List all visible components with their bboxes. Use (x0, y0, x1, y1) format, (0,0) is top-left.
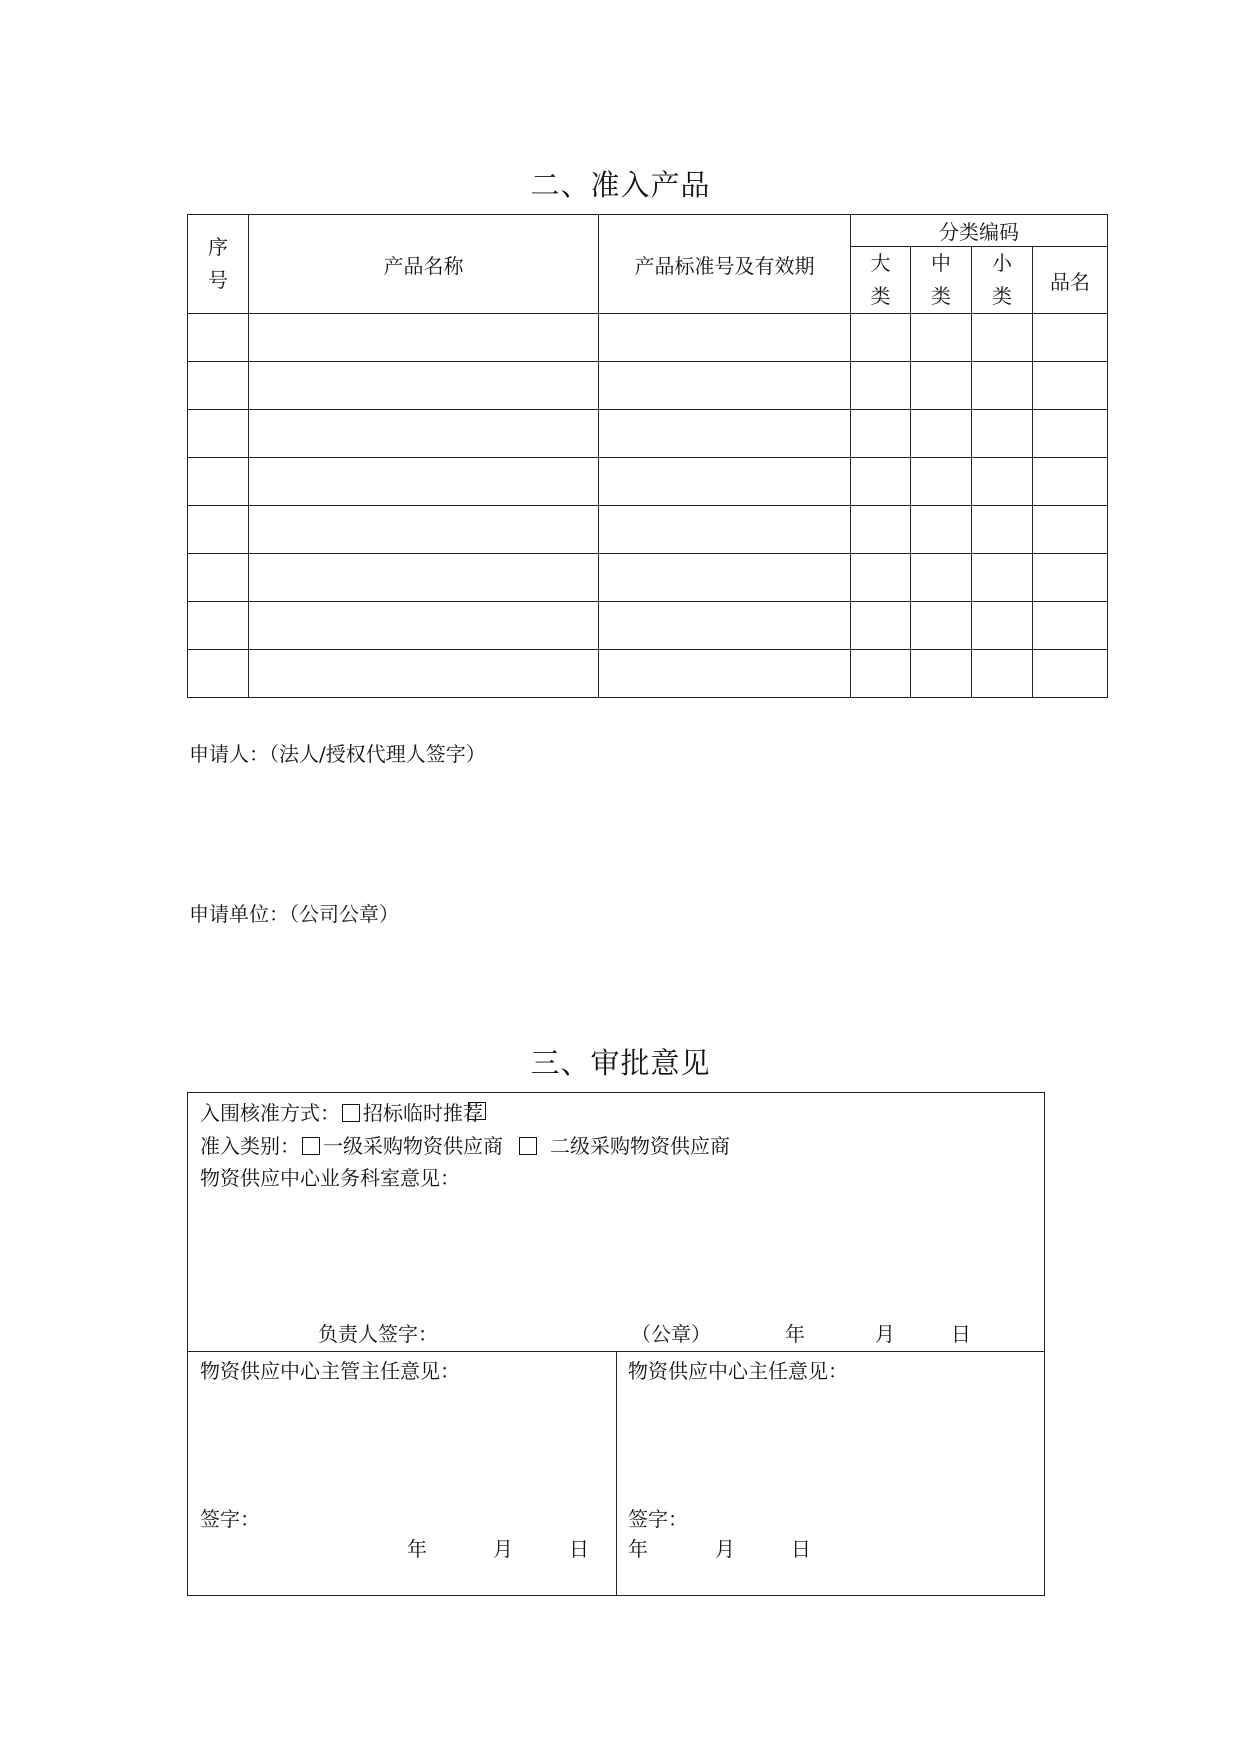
approval-box (187, 1092, 1045, 1596)
category-option-1-label: 一级采购物资供应商 (323, 1134, 503, 1158)
table-cell[interactable] (599, 506, 851, 554)
table-cell[interactable] (599, 458, 851, 506)
applicant-unit-label: 申请单位：（公司公章） (189, 902, 399, 926)
table-cell[interactable] (599, 314, 851, 362)
date-month-2: 月 (493, 1537, 513, 1561)
date-year-3: 年 (628, 1537, 648, 1561)
table-cell[interactable] (972, 554, 1033, 602)
table-row (188, 506, 1108, 554)
header-middle: 中类 (911, 247, 972, 314)
table-cell[interactable] (249, 314, 599, 362)
table-cell[interactable] (972, 362, 1033, 410)
table-cell[interactable] (851, 458, 911, 506)
table-cell[interactable] (188, 314, 249, 362)
seal-label: （公章） (631, 1322, 711, 1346)
table-row (188, 362, 1108, 410)
table-cell[interactable] (911, 362, 972, 410)
table-cell[interactable] (249, 602, 599, 650)
date-year-1: 年 (785, 1322, 805, 1346)
table-cell[interactable] (1033, 602, 1108, 650)
table-cell[interactable] (911, 554, 972, 602)
table-cell[interactable] (911, 506, 972, 554)
table-cell[interactable] (188, 650, 249, 698)
category-label: 准入类别： (200, 1134, 300, 1158)
director-opinion-label: 物资供应中心主任意见： (628, 1359, 848, 1383)
date-day-2: 日 (569, 1537, 589, 1561)
method-option-1-label: 招标临时推荐 (363, 1101, 483, 1125)
table-cell[interactable] (911, 602, 972, 650)
table-row (188, 410, 1108, 458)
table-cell[interactable] (1033, 554, 1108, 602)
table-cell[interactable] (599, 554, 851, 602)
table-cell[interactable] (1033, 314, 1108, 362)
divider-vertical (616, 1351, 617, 1595)
table-cell[interactable] (188, 362, 249, 410)
table-cell[interactable] (249, 458, 599, 506)
applicant-label: 申请人：（法人/授权代理人签字） (189, 742, 486, 766)
table-cell[interactable] (188, 410, 249, 458)
table-cell[interactable] (188, 554, 249, 602)
header-item: 品名 (1033, 247, 1108, 314)
category-option-2-label: 二级采购物资供应商 (550, 1134, 730, 1158)
table-cell[interactable] (188, 506, 249, 554)
table-cell[interactable] (1033, 362, 1108, 410)
table-cell[interactable] (911, 314, 972, 362)
table-cell[interactable] (599, 410, 851, 458)
table-cell[interactable] (851, 314, 911, 362)
table-row (188, 554, 1108, 602)
table-cell[interactable] (851, 506, 911, 554)
table-cell[interactable] (972, 410, 1033, 458)
section-title-products: 二、准入产品 (530, 168, 711, 202)
table-cell[interactable] (851, 650, 911, 698)
table-row (188, 650, 1108, 698)
sign-label-right: 签字： (628, 1507, 688, 1531)
table-row (188, 602, 1108, 650)
table-cell[interactable] (599, 650, 851, 698)
responsible-sign-label: 负责人签字： (318, 1322, 438, 1346)
method-label: 入围核准方式： (200, 1101, 340, 1125)
table-cell[interactable] (851, 410, 911, 458)
table-cell[interactable] (1033, 650, 1108, 698)
table-cell[interactable] (911, 650, 972, 698)
table-cell[interactable] (249, 650, 599, 698)
table-cell[interactable] (188, 602, 249, 650)
deputy-director-opinion-label: 物资供应中心主管主任意见： (200, 1359, 460, 1383)
table-cell[interactable] (911, 458, 972, 506)
product-rows (188, 314, 1108, 698)
table-cell[interactable] (599, 602, 851, 650)
date-month-3: 月 (715, 1537, 735, 1561)
dept-opinion-label: 物资供应中心业务科室意见： (200, 1166, 460, 1190)
products-table (187, 214, 1108, 698)
table-cell[interactable] (1033, 458, 1108, 506)
category-row (200, 1130, 730, 1159)
table-cell[interactable] (249, 410, 599, 458)
category-checkbox-1[interactable] (302, 1137, 320, 1155)
table-cell[interactable] (851, 602, 911, 650)
table-row (188, 314, 1108, 362)
header-product-name: 产品名称 (249, 215, 599, 314)
table-cell[interactable] (188, 458, 249, 506)
header-major: 大类 (851, 247, 911, 314)
table-cell[interactable] (249, 506, 599, 554)
date-year-2: 年 (407, 1537, 427, 1561)
method-checkbox-1[interactable] (342, 1104, 360, 1122)
table-cell[interactable] (249, 362, 599, 410)
table-cell[interactable] (972, 602, 1033, 650)
table-cell[interactable] (1033, 506, 1108, 554)
section-title-approval: 三、审批意见 (530, 1046, 711, 1080)
header-classification: 分类编码 (851, 215, 1108, 247)
table-cell[interactable] (851, 362, 911, 410)
table-cell[interactable] (972, 314, 1033, 362)
date-day-3: 日 (791, 1537, 811, 1561)
date-month-1: 月 (875, 1322, 895, 1346)
header-standard: 产品标准号及有效期 (599, 215, 851, 314)
table-cell[interactable] (249, 554, 599, 602)
sign-label-left: 签字： (200, 1507, 260, 1531)
table-cell[interactable] (599, 362, 851, 410)
date-day-1: 日 (951, 1322, 971, 1346)
table-cell[interactable] (1033, 410, 1108, 458)
method-row (200, 1097, 483, 1126)
table-row (188, 458, 1108, 506)
table-cell[interactable] (972, 650, 1033, 698)
category-checkbox-2[interactable] (519, 1137, 537, 1155)
header-minor: 小类 (972, 247, 1033, 314)
method-checkbox-2[interactable] (468, 1102, 486, 1120)
table-cell[interactable] (972, 458, 1033, 506)
table-cell[interactable] (911, 410, 972, 458)
table-cell[interactable] (851, 554, 911, 602)
header-seq: 序号 (188, 215, 249, 314)
table-cell[interactable] (972, 506, 1033, 554)
